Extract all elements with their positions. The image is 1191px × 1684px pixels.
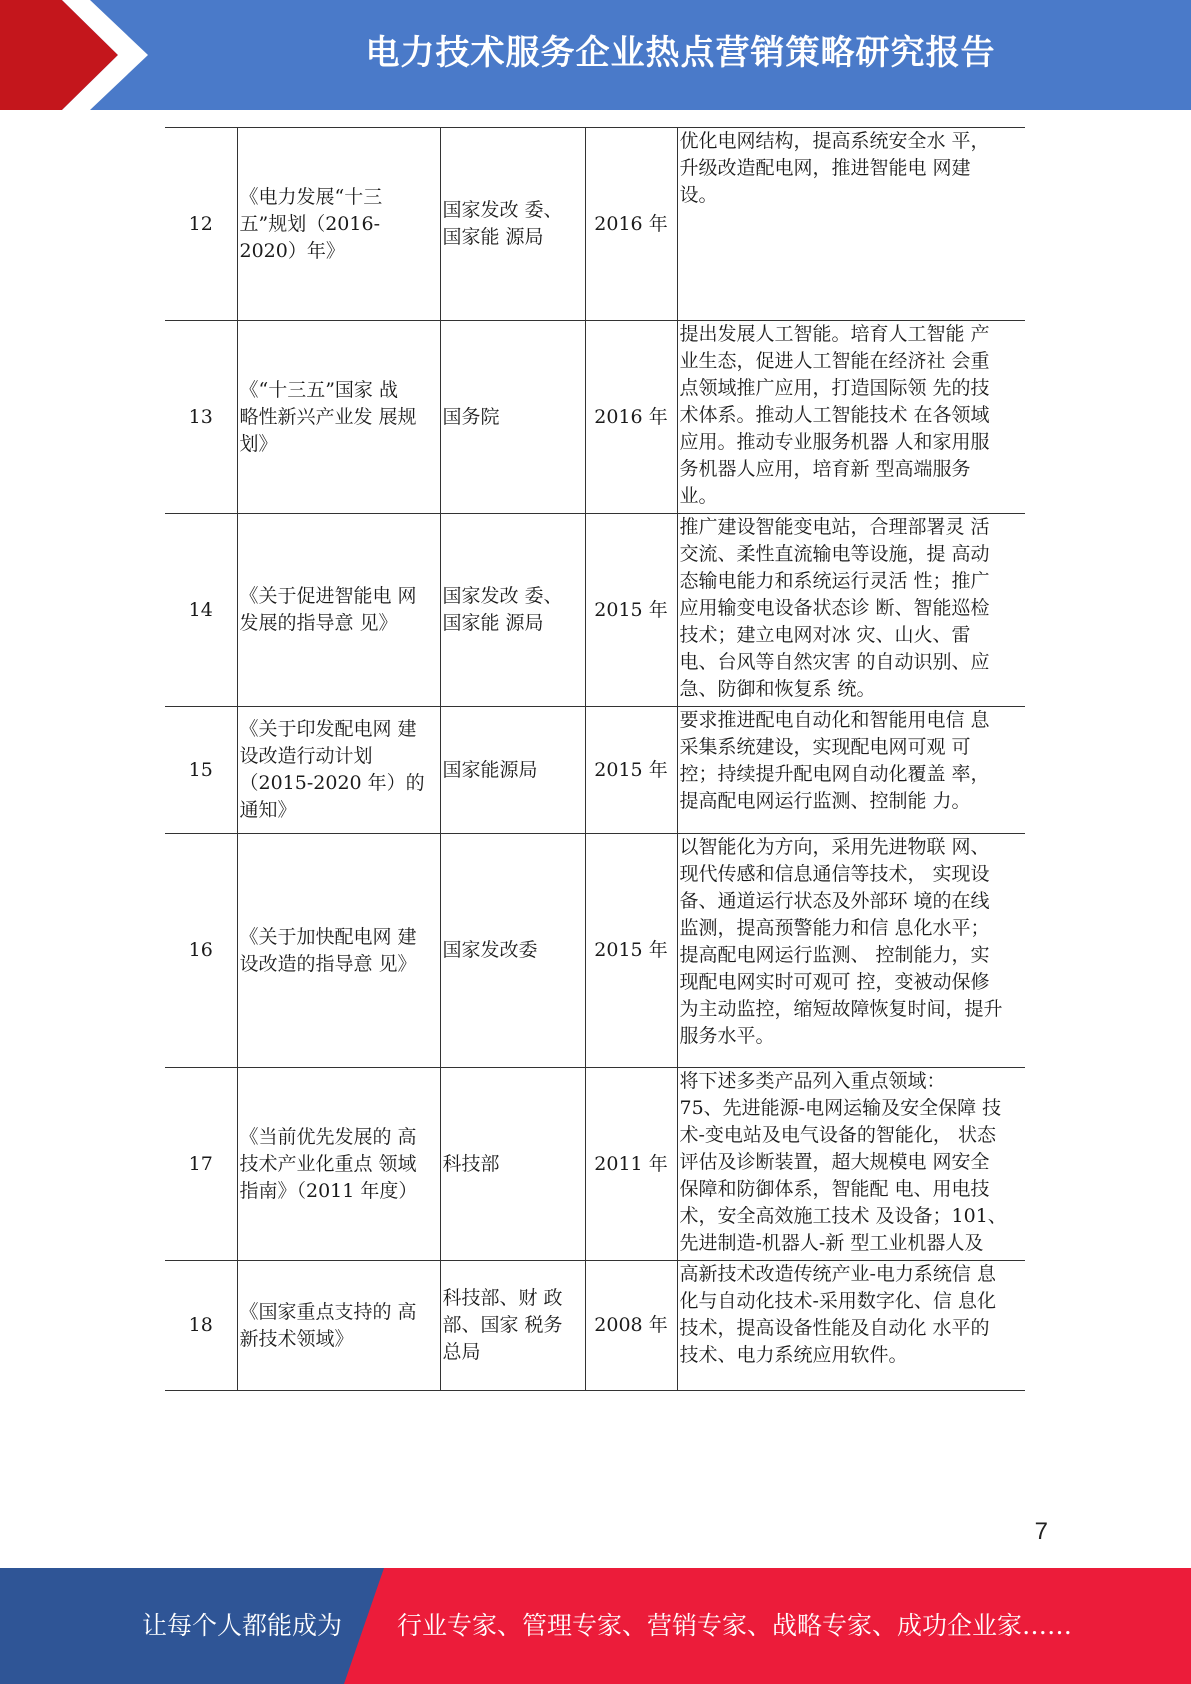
policy-name-line: 略性新兴产业发 展规	[239, 405, 417, 428]
policy-description-line: 应用。推动专业服务机器 人和家用服	[679, 431, 990, 453]
policy-description-line: 将下述多类产品列入重点领域：	[679, 1070, 946, 1092]
policy-description-line: 业。	[679, 485, 718, 507]
policy-description-line: 服务水平。	[679, 1025, 775, 1047]
policy-description-line: 监测，提高预警能力和信 息化水平；	[679, 917, 990, 939]
policy-description	[677, 1068, 1025, 1261]
policy-name-line: 《关于促进智能电 网	[239, 585, 417, 607]
policy-description	[677, 514, 1025, 707]
policy-description-line: 保障和防御体系，智能配 电、用电技	[679, 1178, 990, 1200]
policy-description-line: 要求推进配电自动化和智能用电信 息	[679, 709, 990, 731]
issuing-department-line: 国家能 源局	[442, 612, 544, 634]
policy-description-line: 75、先进能源-电网运输及安全保障 技	[679, 1097, 1002, 1119]
issuing-department-line: 科技部、财 政	[442, 1287, 563, 1309]
page-footer	[0, 1568, 1191, 1684]
policy-name-line: （2015-2020 年）的	[239, 772, 425, 794]
footer-slogan-left: 让每个人都能成为	[142, 1611, 343, 1640]
policy-description-line: 高新技术改造传统产业-电力系统信 息	[679, 1263, 996, 1285]
policy-name-line: 《关于印发配电网 建	[239, 718, 417, 740]
issuing-department-line: 科技部	[442, 1152, 500, 1175]
page-header	[0, 0, 1191, 110]
policy-description-line: 备、通道运行状态及外部环 境的在线	[679, 890, 990, 912]
policy-name	[237, 707, 440, 834]
policy-description-line: 业生态，促进人工智能在经济社 会重	[679, 350, 990, 372]
policy-name-line: 通知》	[239, 799, 297, 821]
table-row	[165, 128, 1025, 321]
policy-name	[237, 834, 440, 1068]
issuing-department-line: 国家发改 委、	[442, 199, 563, 221]
policy-description-line: 点领域推广应用，打造国际领 先的技	[679, 377, 990, 399]
table-row	[165, 1068, 1025, 1261]
policy-description-line: 控；持续提升配电网自动化覆盖 率，	[679, 763, 990, 785]
issue-year: 2016 年	[585, 128, 677, 321]
policy-name-line: 设改造行动计划	[239, 745, 373, 767]
issuing-department-line: 部、国家 税务	[442, 1314, 563, 1336]
policy-description-line: 提高配电网运行监测、控制能 力。	[679, 790, 971, 812]
issuing-department-line: 国家能源局	[442, 758, 538, 781]
policy-description-line: 技术；建立电网对冰 灾、山火、雷	[679, 624, 971, 646]
policy-description-line: 为主动监控，缩短故障恢复时间，提升	[679, 998, 1003, 1020]
policy-description-line: 先进制造-机器人-新 型工业机器人及	[679, 1232, 984, 1254]
policy-name	[237, 1068, 440, 1261]
policy-description-line: 评估及诊断装置，超大规模电 网安全	[679, 1151, 990, 1173]
policy-description-line: 术-变电站及电气设备的智能化， 状态	[679, 1124, 996, 1146]
table-row	[165, 321, 1025, 514]
policy-description-line: 提高配电网运行监测、 控制能力，实	[679, 944, 990, 966]
policy-description-line: 务机器人应用，培育新 型高端服务	[679, 458, 971, 480]
policy-name	[237, 321, 440, 514]
issuing-department-line: 国务院	[442, 405, 500, 428]
policy-table	[165, 127, 1025, 1391]
row-number: 15	[165, 707, 237, 834]
policy-description	[677, 128, 1025, 321]
policy-description-line: 提出发展人工智能。培育人工智能 产	[679, 323, 990, 345]
policy-description-line: 采集系统建设，实现配电网可观 可	[679, 736, 971, 758]
policy-name-line: 发展的指导意 见》	[239, 612, 398, 634]
policy-name	[237, 1261, 440, 1391]
policy-name-line: 《“十三五”国家 战	[239, 378, 398, 401]
footer-slogan-right: 行业专家、管理专家、营销专家、战略专家、成功企业家……	[397, 1611, 1073, 1640]
policy-description-line: 优化电网结构，提高系统安全水 平，	[679, 130, 990, 152]
row-number: 18	[165, 1261, 237, 1391]
table-row	[165, 707, 1025, 834]
policy-name-line: 技术产业化重点 领域	[239, 1152, 417, 1175]
issuing-department	[440, 128, 585, 321]
issuing-department-line: 国家发改 委、	[442, 585, 563, 607]
issuing-department-line: 国家发改委	[442, 939, 538, 961]
policy-name-line: 设改造的指导意 见》	[239, 952, 417, 975]
policy-description-line: 推广建设智能变电站，合理部署灵 活	[679, 516, 990, 538]
issuing-department	[440, 321, 585, 514]
policy-name	[237, 128, 440, 321]
issue-year: 2015 年	[585, 834, 677, 1068]
row-number: 13	[165, 321, 237, 514]
policy-description-line: 化与自动化技术-采用数字化、信 息化	[679, 1290, 996, 1312]
policy-description-line: 以智能化为方向，采用先进物联 网、	[679, 836, 990, 858]
issuing-department	[440, 1068, 585, 1261]
policy-description	[677, 707, 1025, 834]
page-number: 7	[1034, 1518, 1048, 1545]
table-row	[165, 1261, 1025, 1391]
policy-description	[677, 834, 1025, 1068]
issuing-department	[440, 514, 585, 707]
issuing-department	[440, 834, 585, 1068]
policy-description	[677, 321, 1025, 514]
issuing-department-line: 总局	[442, 1341, 481, 1363]
policy-description-line: 升级改造配电网，推进智能电 网建	[679, 157, 971, 179]
policy-description-line: 交流、柔性直流输电等设施，提 高动	[679, 543, 990, 565]
policy-name-line: 《电力发展“十三	[239, 185, 383, 208]
issue-year: 2015 年	[585, 514, 677, 707]
row-number: 12	[165, 128, 237, 321]
row-number: 16	[165, 834, 237, 1068]
policy-description-line: 技术，提高设备性能及自动化 水平的	[679, 1317, 990, 1339]
issuing-department	[440, 707, 585, 834]
policy-name-line: 指南》（2011 年度）	[239, 1179, 418, 1202]
policy-description-line: 电、台风等自然灾害 的自动识别、应	[679, 651, 990, 673]
row-number: 14	[165, 514, 237, 707]
policy-table-body	[165, 128, 1025, 1391]
policy-description-line: 态输电能力和系统运行灵活 性；推广	[679, 570, 990, 592]
policy-name-line: 2020）年》	[239, 239, 345, 262]
policy-name-line: 《关于加快配电网 建	[239, 925, 417, 948]
issue-year: 2016 年	[585, 321, 677, 514]
issuing-department-line: 国家能 源局	[442, 226, 544, 248]
issue-year: 2008 年	[585, 1261, 677, 1391]
issue-year: 2015 年	[585, 707, 677, 834]
policy-description-line: 设。	[679, 184, 718, 206]
table-row	[165, 514, 1025, 707]
policy-description-line: 现配电网实时可观可 控，变被动保修	[679, 971, 990, 993]
table-row	[165, 834, 1025, 1068]
row-number: 17	[165, 1068, 237, 1261]
policy-name-line: 新技术领域》	[239, 1327, 354, 1350]
policy-description-line: 术体系。推动人工智能技术 在各领域	[679, 404, 990, 426]
policy-description	[677, 1261, 1025, 1391]
policy-description-line: 现代传感和信息通信等技术， 实现设	[679, 863, 990, 885]
issue-year: 2011 年	[585, 1068, 677, 1261]
policy-description-line: 术，安全高效施工技术 及设备；101、	[679, 1205, 1007, 1227]
policy-name-line: 《国家重点支持的 高	[239, 1300, 417, 1323]
report-title: 电力技术服务企业热点营销策略研究报告	[365, 33, 996, 73]
policy-name-line: 五”规划（2016-	[239, 212, 380, 235]
policy-description-line: 急、防御和恢复系 统。	[679, 678, 876, 700]
policy-name-line: 划》	[239, 432, 278, 455]
policy-description-line: 技术、电力系统应用软件。	[679, 1344, 908, 1366]
policy-name	[237, 514, 440, 707]
policy-name-line: 《当前优先发展的 高	[239, 1125, 417, 1148]
issuing-department	[440, 1261, 585, 1391]
policy-description-line: 应用输变电设备状态诊 断、智能巡检	[679, 597, 990, 619]
